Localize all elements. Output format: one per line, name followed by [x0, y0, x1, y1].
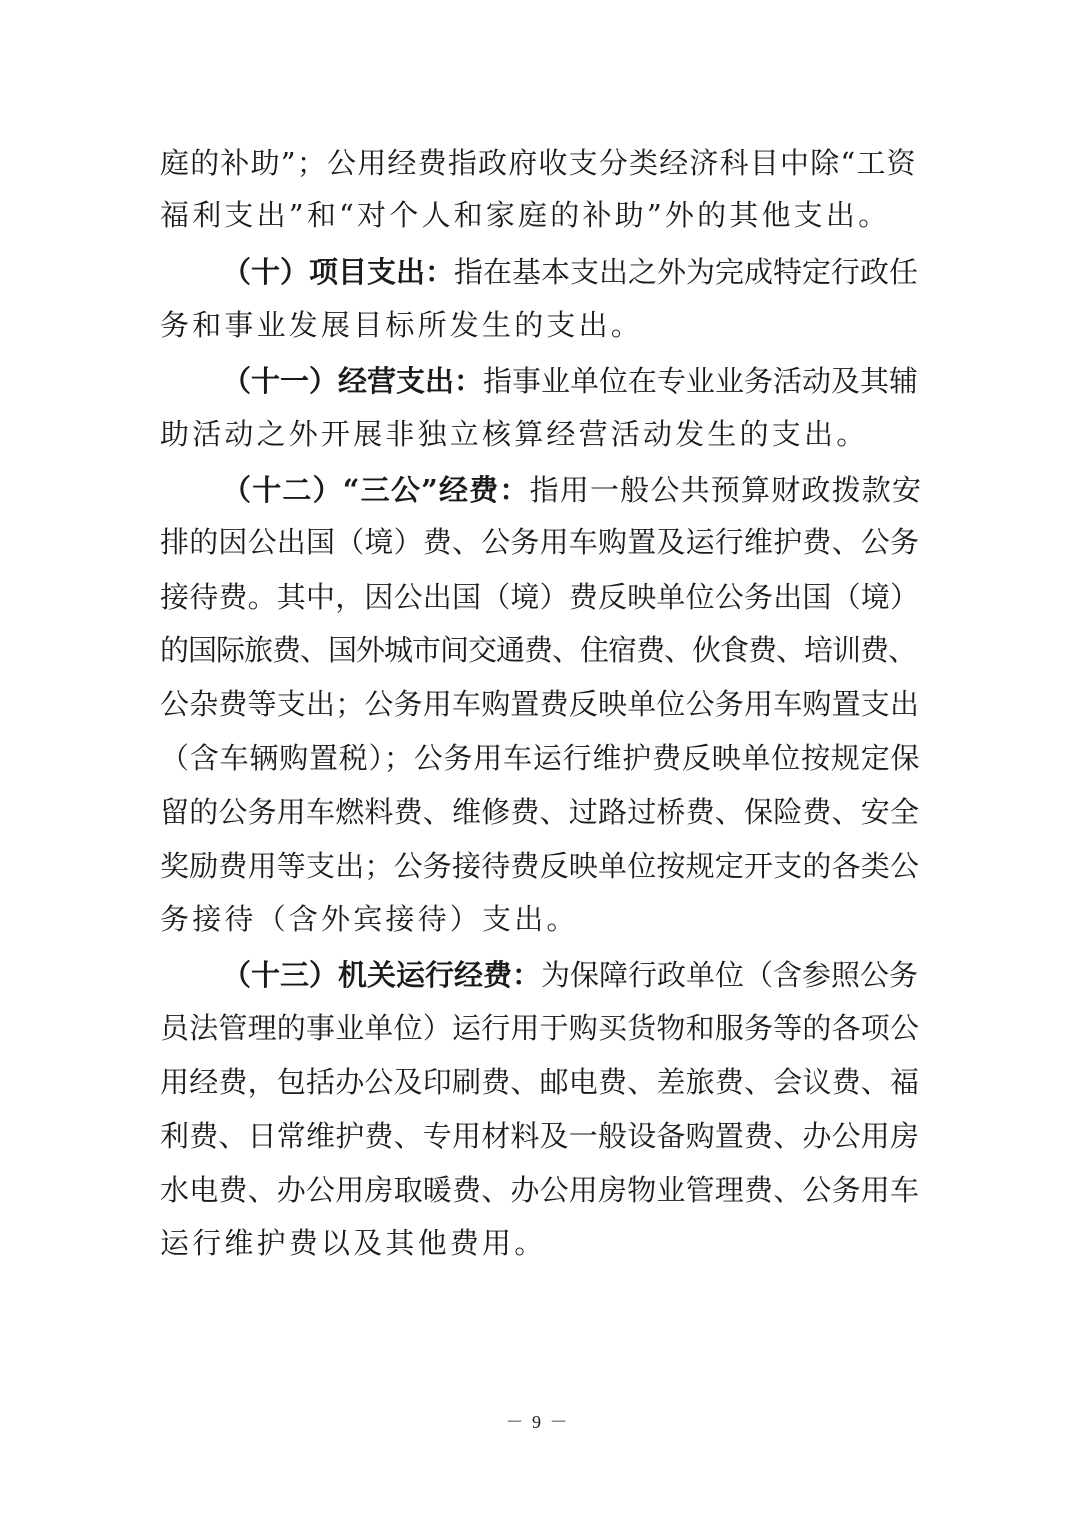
section-heading: （十二）“三公”经费： — [222, 473, 530, 507]
text-line — [160, 143, 920, 183]
line-text: 务接待（含外宾接待）支出。 — [160, 902, 579, 936]
text-line — [160, 1223, 920, 1263]
page-number: － 9 － — [505, 1412, 570, 1432]
line-text: 为保障行政单位（含参照公务 — [541, 958, 919, 992]
line-text: 用经费，包括办公及印刷费、邮电费、差旅费、会议费、福 — [160, 1065, 920, 1099]
line-text: 福利支出”和“对个人和家庭的补助”外的其他支出。 — [160, 198, 891, 232]
section-heading: （十）项目支出： — [222, 255, 455, 289]
text-line — [160, 792, 920, 832]
line-text: （含车辆购置税）；公务用车运行维护费反映单位按规定保 — [160, 741, 921, 775]
text-line — [160, 577, 920, 617]
text-line — [160, 630, 920, 670]
text-line — [160, 684, 920, 724]
line-text: 排的因公出国（境）费、公务用车购置及运行维护费、公务 — [160, 525, 920, 559]
text-line — [160, 1008, 920, 1048]
line-text: 留的公务用车燃料费、维修费、过路过桥费、保险费、安全 — [160, 795, 920, 829]
line-text: 的国际旅费、国外城市间交通费、住宿费、伙食费、培训费、 — [160, 633, 917, 667]
line-text: 庭的补助”；公用经费指政府收支分类经济科目中除“工资 — [160, 146, 917, 180]
line-text: 指用一般公共预算财政拨款安 — [529, 473, 923, 507]
text-line — [160, 1116, 920, 1156]
line-text: 员法管理的事业单位）运行用于购买货物和服务等的各项公 — [160, 1011, 920, 1045]
section-heading-line — [222, 361, 922, 401]
line-text: 水电费、办公用房取暖费、办公用房物业管理费、公务用车 — [160, 1173, 920, 1207]
text-line — [160, 522, 920, 562]
text-line — [160, 846, 920, 886]
line-text: 运行维护费以及其他费用。 — [160, 1226, 547, 1260]
text-line — [160, 195, 920, 235]
line-text: 公杂费等支出；公务用车购置费反映单位公务用车购置支出 — [160, 687, 920, 721]
text-line — [160, 899, 920, 939]
line-text: 指在基本支出之外为完成特定行政任 — [454, 255, 919, 289]
text-line — [160, 1170, 920, 1210]
line-text: 助活动之外开展非独立核算经营活动发生的支出。 — [160, 417, 869, 451]
line-text: 接待费。其中，因公出国（境）费反映单位公务出国（境） — [160, 580, 920, 614]
text-line — [160, 1062, 920, 1102]
section-heading: （十三）机关运行经费： — [222, 958, 542, 992]
text-line — [160, 305, 920, 345]
line-text: 务和事业发展目标所发生的支出。 — [160, 308, 644, 342]
line-text: 利费、日常维护费、专用材料及一般设备购置费、办公用房 — [160, 1119, 920, 1153]
line-text: 指事业单位在专业业务活动及其辅 — [483, 364, 919, 398]
section-heading-line — [222, 470, 922, 510]
text-line — [160, 738, 920, 778]
section-heading-line — [222, 955, 922, 995]
line-text: 奖励费用等支出；公务接待费反映单位按规定开支的各类公 — [160, 849, 920, 883]
text-line — [160, 414, 920, 454]
section-heading-line — [222, 252, 922, 292]
section-heading: （十一）经营支出： — [222, 364, 484, 398]
